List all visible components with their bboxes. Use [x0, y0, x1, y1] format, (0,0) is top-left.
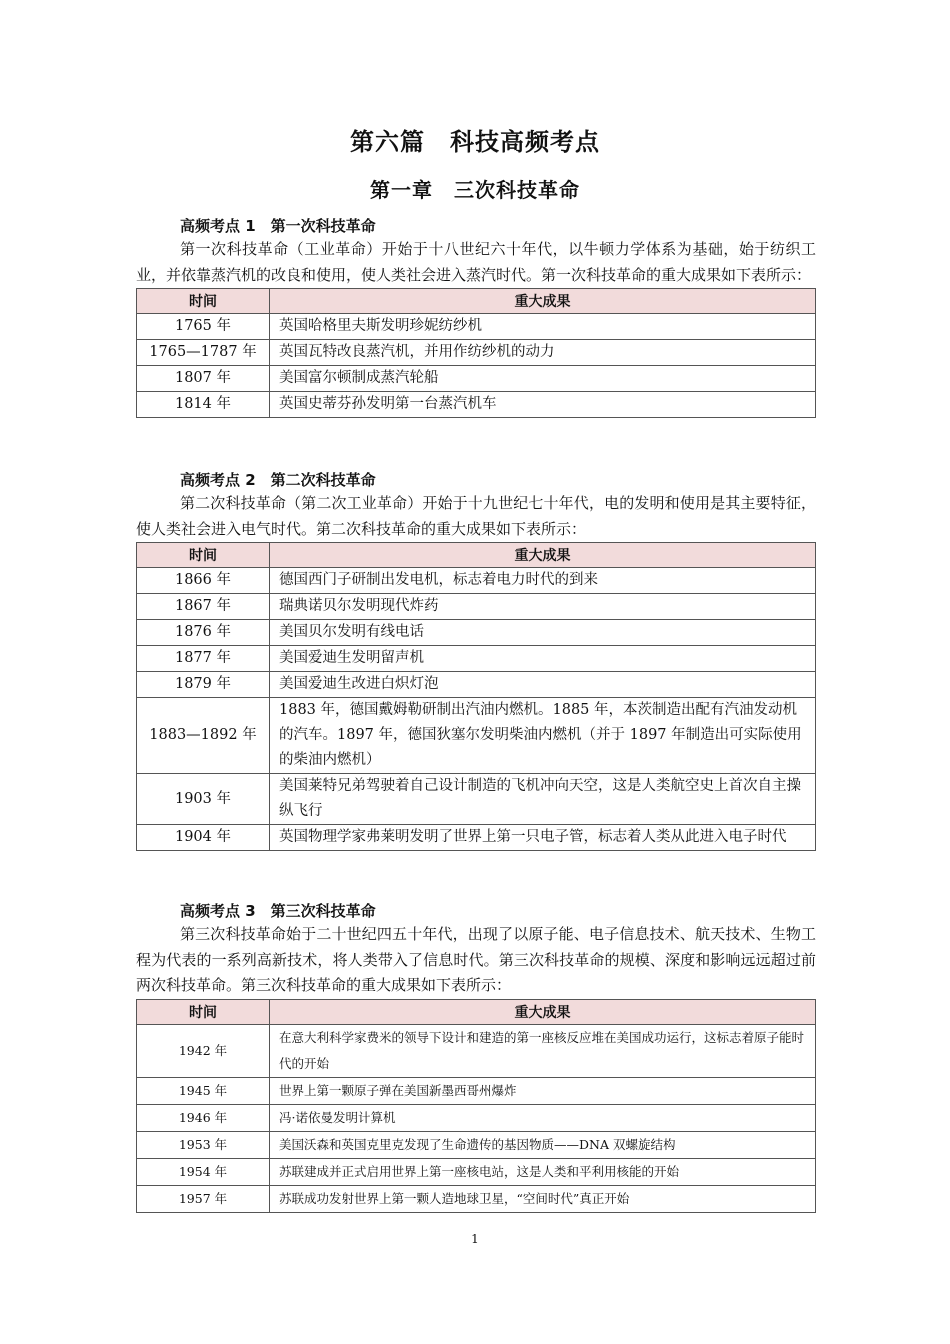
section-paragraph: 第一次科技革命（工业革命）开始于十八世纪六十年代，以牛顿力学体系为基础，始于纺织工业，并依靠蒸汽机的改良和使用，使人类社会进入蒸汽时代。第一次科技革命的重大成果如下表所示：	[136, 240, 816, 284]
table-row	[137, 1132, 816, 1159]
table-row	[137, 1078, 816, 1105]
cell-result: 美国沃森和英国克里克发现了生命遗传的基因物质——DNA 双螺旋结构	[270, 1132, 816, 1159]
header-results: 重大成果	[270, 543, 816, 568]
section-paragraph: 第三次科技革命始于二十世纪四五十年代，出现了以原子能、电子信息技术、航天技术、生物工程为代表的一系列高新技术，将人类带入了信息时代。第三次科技革命的规模、深度和影响远远超过前两次科技革命。第三次科技革命的重大成果如下表所示：	[136, 925, 816, 995]
table-row	[137, 366, 816, 392]
results-table	[136, 288, 816, 418]
table-row	[137, 1025, 816, 1078]
cell-time: 1866 年	[137, 568, 270, 594]
table-row	[137, 594, 816, 620]
header-results: 重大成果	[270, 1000, 816, 1025]
table-row	[137, 825, 816, 851]
cell-time: 1883—1892 年	[137, 698, 270, 774]
table-row	[137, 314, 816, 340]
cell-result: 美国爱迪生发明留声机	[270, 646, 816, 672]
chapter-title: 第一章 三次科技革命	[370, 178, 580, 202]
table-header-row	[137, 1000, 816, 1025]
cell-result: 冯·诺依曼发明计算机	[270, 1105, 816, 1132]
page-title: 第六篇 科技高频考点	[350, 128, 600, 156]
cell-time: 1879 年	[137, 672, 270, 698]
cell-result: 苏联建成并正式启用世界上第一座核电站，这是人类和平利用核能的开始	[270, 1159, 816, 1186]
page-number: 1	[471, 1232, 479, 1246]
section-heading: 高频考点 3 第三次科技革命	[180, 902, 376, 920]
table-row	[137, 340, 816, 366]
cell-result: 瑞典诺贝尔发明现代炸药	[270, 594, 816, 620]
header-time: 时间	[137, 289, 270, 314]
table-row	[137, 698, 816, 774]
cell-time: 1814 年	[137, 392, 270, 418]
table-header-row	[137, 543, 816, 568]
section-3	[136, 900, 816, 1213]
header-time: 时间	[137, 1000, 270, 1025]
cell-time: 1903 年	[137, 774, 270, 825]
cell-time: 1957 年	[137, 1186, 270, 1213]
header-results: 重大成果	[270, 289, 816, 314]
table-row	[137, 646, 816, 672]
cell-time: 1876 年	[137, 620, 270, 646]
cell-result: 世界上第一颗原子弹在美国新墨西哥州爆炸	[270, 1078, 816, 1105]
section-paragraph: 第二次科技革命（第二次工业革命）开始于十九世纪七十年代，电的发明和使用是其主要特征，使人类社会进入电气时代。第二次科技革命的重大成果如下表所示：	[136, 494, 816, 538]
cell-result: 英国哈格里夫斯发明珍妮纺纱机	[270, 314, 816, 340]
cell-time: 1877 年	[137, 646, 270, 672]
table-row	[137, 1105, 816, 1132]
results-table	[136, 542, 816, 851]
cell-time: 1765—1787 年	[137, 340, 270, 366]
table-row	[137, 392, 816, 418]
table-row	[137, 1159, 816, 1186]
section-2	[136, 469, 816, 851]
table-header-row	[137, 289, 816, 314]
cell-time: 1953 年	[137, 1132, 270, 1159]
cell-result: 德国西门子研制出发电机，标志着电力时代的到来	[270, 568, 816, 594]
cell-result: 1883 年，德国戴姆勒研制出汽油内燃机。1885 年，本茨制造出配有汽油发动机的汽车。1897 年，德国狄塞尔发明柴油内燃机（并于 1897 年制造出可实际使用的柴油内燃机）	[270, 698, 816, 774]
cell-result: 苏联成功发射世界上第一颗人造地球卫星，“空间时代”真正开始	[270, 1186, 816, 1213]
table-row	[137, 774, 816, 825]
cell-time: 1946 年	[137, 1105, 270, 1132]
results-table	[136, 999, 816, 1213]
cell-result: 美国贝尔发明有线电话	[270, 620, 816, 646]
cell-time: 1954 年	[137, 1159, 270, 1186]
header-time: 时间	[137, 543, 270, 568]
cell-time: 1904 年	[137, 825, 270, 851]
table-row	[137, 672, 816, 698]
table-row	[137, 568, 816, 594]
section-heading: 高频考点 2 第二次科技革命	[180, 471, 376, 489]
cell-time: 1942 年	[137, 1025, 270, 1078]
cell-result: 英国瓦特改良蒸汽机，并用作纺纱机的动力	[270, 340, 816, 366]
cell-result: 英国史蒂芬孙发明第一台蒸汽机车	[270, 392, 816, 418]
table-row	[137, 1186, 816, 1213]
cell-result: 英国物理学家弗莱明发明了世界上第一只电子管，标志着人类从此进入电子时代	[270, 825, 816, 851]
cell-result: 美国莱特兄弟驾驶着自己设计制造的飞机冲向天空，这是人类航空史上首次自主操纵飞行	[270, 774, 816, 825]
cell-result: 美国爱迪生改进白炽灯泡	[270, 672, 816, 698]
section-1	[136, 215, 816, 418]
section-heading: 高频考点 1 第一次科技革命	[180, 217, 376, 235]
cell-result: 美国富尔顿制成蒸汽轮船	[270, 366, 816, 392]
cell-time: 1945 年	[137, 1078, 270, 1105]
cell-time: 1765 年	[137, 314, 270, 340]
table-row	[137, 620, 816, 646]
cell-time: 1807 年	[137, 366, 270, 392]
cell-result: 在意大利科学家费米的领导下设计和建造的第一座核反应堆在美国成功运行，这标志着原子能时代的开始	[270, 1025, 816, 1078]
cell-time: 1867 年	[137, 594, 270, 620]
